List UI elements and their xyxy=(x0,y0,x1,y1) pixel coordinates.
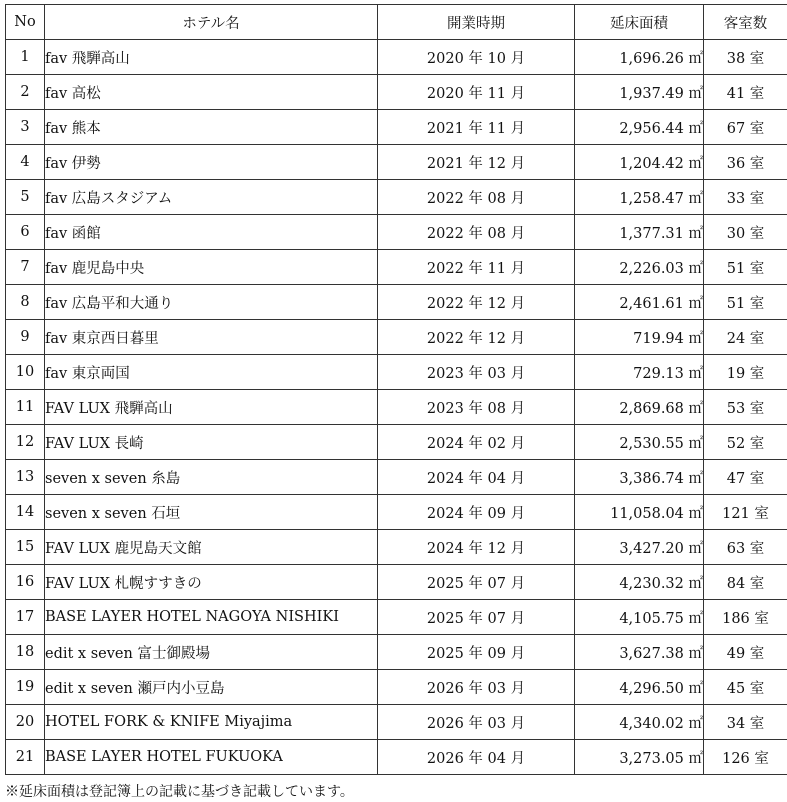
cell-no: 7 xyxy=(6,250,45,285)
cell-rooms: 51 室 xyxy=(704,285,787,320)
cell-rooms: 84 室 xyxy=(704,565,787,600)
cell-opening-date: 2023 年 03 月 xyxy=(378,355,575,390)
cell-opening-date: 2024 年 04 月 xyxy=(378,460,575,495)
cell-opening-date: 2022 年 08 月 xyxy=(378,180,575,215)
cell-hotel-name: fav 高松 xyxy=(45,75,378,110)
table-row xyxy=(6,565,787,600)
table-row xyxy=(6,600,787,635)
cell-floor-area: 4,105.75 ㎡ xyxy=(575,600,704,635)
cell-no: 14 xyxy=(6,495,45,530)
table-row xyxy=(6,425,787,460)
header-rooms: 客室数 xyxy=(704,5,787,40)
cell-opening-date: 2025 年 09 月 xyxy=(378,635,575,670)
hotel-table xyxy=(5,4,787,775)
cell-opening-date: 2022 年 11 月 xyxy=(378,250,575,285)
cell-hotel-name: fav 広島平和大通り xyxy=(45,285,378,320)
cell-no: 12 xyxy=(6,425,45,460)
cell-hotel-name: fav 東京両国 xyxy=(45,355,378,390)
cell-opening-date: 2025 年 07 月 xyxy=(378,565,575,600)
cell-opening-date: 2022 年 12 月 xyxy=(378,285,575,320)
cell-hotel-name: BASE LAYER HOTEL NAGOYA NISHIKI xyxy=(45,600,378,635)
cell-no: 19 xyxy=(6,670,45,705)
table-row xyxy=(6,460,787,495)
cell-rooms: 53 室 xyxy=(704,390,787,425)
cell-hotel-name: FAV LUX 長崎 xyxy=(45,425,378,460)
table-row xyxy=(6,390,787,425)
header-floor-area: 延床面積 xyxy=(575,5,704,40)
cell-no: 8 xyxy=(6,285,45,320)
cell-opening-date: 2022 年 12 月 xyxy=(378,320,575,355)
cell-hotel-name: HOTEL FORK & KNIFE Miyajima xyxy=(45,705,378,740)
cell-no: 17 xyxy=(6,600,45,635)
header-no: No xyxy=(6,5,45,40)
table-row xyxy=(6,75,787,110)
table-row xyxy=(6,530,787,565)
cell-rooms: 63 室 xyxy=(704,530,787,565)
cell-opening-date: 2026 年 03 月 xyxy=(378,705,575,740)
table-row xyxy=(6,145,787,180)
cell-opening-date: 2023 年 08 月 xyxy=(378,390,575,425)
cell-opening-date: 2024 年 09 月 xyxy=(378,495,575,530)
cell-floor-area: 2,956.44 ㎡ xyxy=(575,110,704,145)
cell-rooms: 36 室 xyxy=(704,145,787,180)
cell-no: 10 xyxy=(6,355,45,390)
table-row xyxy=(6,635,787,670)
table-header xyxy=(6,5,787,40)
cell-hotel-name: FAV LUX 札幌すすきの xyxy=(45,565,378,600)
cell-rooms: 49 室 xyxy=(704,635,787,670)
cell-rooms: 33 室 xyxy=(704,180,787,215)
cell-no: 13 xyxy=(6,460,45,495)
table-row xyxy=(6,285,787,320)
cell-floor-area: 4,296.50 ㎡ xyxy=(575,670,704,705)
cell-rooms: 121 室 xyxy=(704,495,787,530)
table-row xyxy=(6,355,787,390)
cell-floor-area: 1,204.42 ㎡ xyxy=(575,145,704,180)
cell-floor-area: 1,258.47 ㎡ xyxy=(575,180,704,215)
cell-floor-area: 1,377.31 ㎡ xyxy=(575,215,704,250)
cell-rooms: 52 室 xyxy=(704,425,787,460)
cell-no: 21 xyxy=(6,740,45,775)
cell-floor-area: 4,230.32 ㎡ xyxy=(575,565,704,600)
table-row xyxy=(6,250,787,285)
table-row xyxy=(6,40,787,75)
cell-floor-area: 2,461.61 ㎡ xyxy=(575,285,704,320)
cell-hotel-name: seven x seven 糸島 xyxy=(45,460,378,495)
cell-no: 16 xyxy=(6,565,45,600)
cell-opening-date: 2026 年 03 月 xyxy=(378,670,575,705)
table-row xyxy=(6,110,787,145)
cell-hotel-name: fav 東京西日暮里 xyxy=(45,320,378,355)
cell-rooms: 67 室 xyxy=(704,110,787,145)
cell-hotel-name: FAV LUX 飛騨高山 xyxy=(45,390,378,425)
cell-no: 6 xyxy=(6,215,45,250)
cell-no: 15 xyxy=(6,530,45,565)
table-body xyxy=(6,40,787,775)
cell-floor-area: 2,226.03 ㎡ xyxy=(575,250,704,285)
table-row xyxy=(6,740,787,775)
cell-opening-date: 2024 年 02 月 xyxy=(378,425,575,460)
cell-hotel-name: fav 飛騨高山 xyxy=(45,40,378,75)
table-row xyxy=(6,495,787,530)
header-opening-date: 開業時期 xyxy=(378,5,575,40)
cell-floor-area: 3,427.20 ㎡ xyxy=(575,530,704,565)
cell-floor-area: 3,627.38 ㎡ xyxy=(575,635,704,670)
cell-hotel-name: BASE LAYER HOTEL FUKUOKA xyxy=(45,740,378,775)
cell-hotel-name: fav 伊勢 xyxy=(45,145,378,180)
cell-floor-area: 2,530.55 ㎡ xyxy=(575,425,704,460)
cell-floor-area: 3,273.05 ㎡ xyxy=(575,740,704,775)
cell-rooms: 41 室 xyxy=(704,75,787,110)
cell-rooms: 126 室 xyxy=(704,740,787,775)
cell-floor-area: 729.13 ㎡ xyxy=(575,355,704,390)
cell-opening-date: 2025 年 07 月 xyxy=(378,600,575,635)
cell-rooms: 47 室 xyxy=(704,460,787,495)
cell-hotel-name: FAV LUX 鹿児島天文館 xyxy=(45,530,378,565)
cell-rooms: 24 室 xyxy=(704,320,787,355)
cell-no: 2 xyxy=(6,75,45,110)
cell-rooms: 51 室 xyxy=(704,250,787,285)
footnote: ※延床面積は登記簿上の記載に基づき記載しています。 xyxy=(5,784,354,800)
cell-floor-area: 1,937.49 ㎡ xyxy=(575,75,704,110)
cell-opening-date: 2020 年 11 月 xyxy=(378,75,575,110)
table-row xyxy=(6,670,787,705)
cell-floor-area: 2,869.68 ㎡ xyxy=(575,390,704,425)
cell-floor-area: 1,696.26 ㎡ xyxy=(575,40,704,75)
cell-hotel-name: edit x seven 富士御殿場 xyxy=(45,635,378,670)
cell-no: 11 xyxy=(6,390,45,425)
cell-no: 4 xyxy=(6,145,45,180)
cell-opening-date: 2021 年 12 月 xyxy=(378,145,575,180)
cell-rooms: 34 室 xyxy=(704,705,787,740)
cell-no: 3 xyxy=(6,110,45,145)
cell-floor-area: 3,386.74 ㎡ xyxy=(575,460,704,495)
cell-hotel-name: fav 広島スタジアム xyxy=(45,180,378,215)
table-row xyxy=(6,180,787,215)
cell-floor-area: 4,340.02 ㎡ xyxy=(575,705,704,740)
cell-hotel-name: fav 熊本 xyxy=(45,110,378,145)
cell-opening-date: 2021 年 11 月 xyxy=(378,110,575,145)
cell-hotel-name: edit x seven 瀬戸内小豆島 xyxy=(45,670,378,705)
cell-floor-area: 11,058.04 ㎡ xyxy=(575,495,704,530)
cell-no: 20 xyxy=(6,705,45,740)
cell-rooms: 186 室 xyxy=(704,600,787,635)
cell-no: 1 xyxy=(6,40,45,75)
cell-rooms: 45 室 xyxy=(704,670,787,705)
table-row xyxy=(6,320,787,355)
header-row xyxy=(6,5,787,40)
table-row xyxy=(6,215,787,250)
cell-opening-date: 2020 年 10 月 xyxy=(378,40,575,75)
cell-opening-date: 2024 年 12 月 xyxy=(378,530,575,565)
cell-hotel-name: fav 鹿児島中央 xyxy=(45,250,378,285)
cell-opening-date: 2022 年 08 月 xyxy=(378,215,575,250)
cell-hotel-name: seven x seven 石垣 xyxy=(45,495,378,530)
cell-no: 18 xyxy=(6,635,45,670)
header-hotel-name: ホテル名 xyxy=(45,5,378,40)
cell-no: 9 xyxy=(6,320,45,355)
cell-floor-area: 719.94 ㎡ xyxy=(575,320,704,355)
cell-no: 5 xyxy=(6,180,45,215)
cell-rooms: 19 室 xyxy=(704,355,787,390)
cell-rooms: 30 室 xyxy=(704,215,787,250)
cell-hotel-name: fav 函館 xyxy=(45,215,378,250)
cell-rooms: 38 室 xyxy=(704,40,787,75)
table-row xyxy=(6,705,787,740)
cell-opening-date: 2026 年 04 月 xyxy=(378,740,575,775)
